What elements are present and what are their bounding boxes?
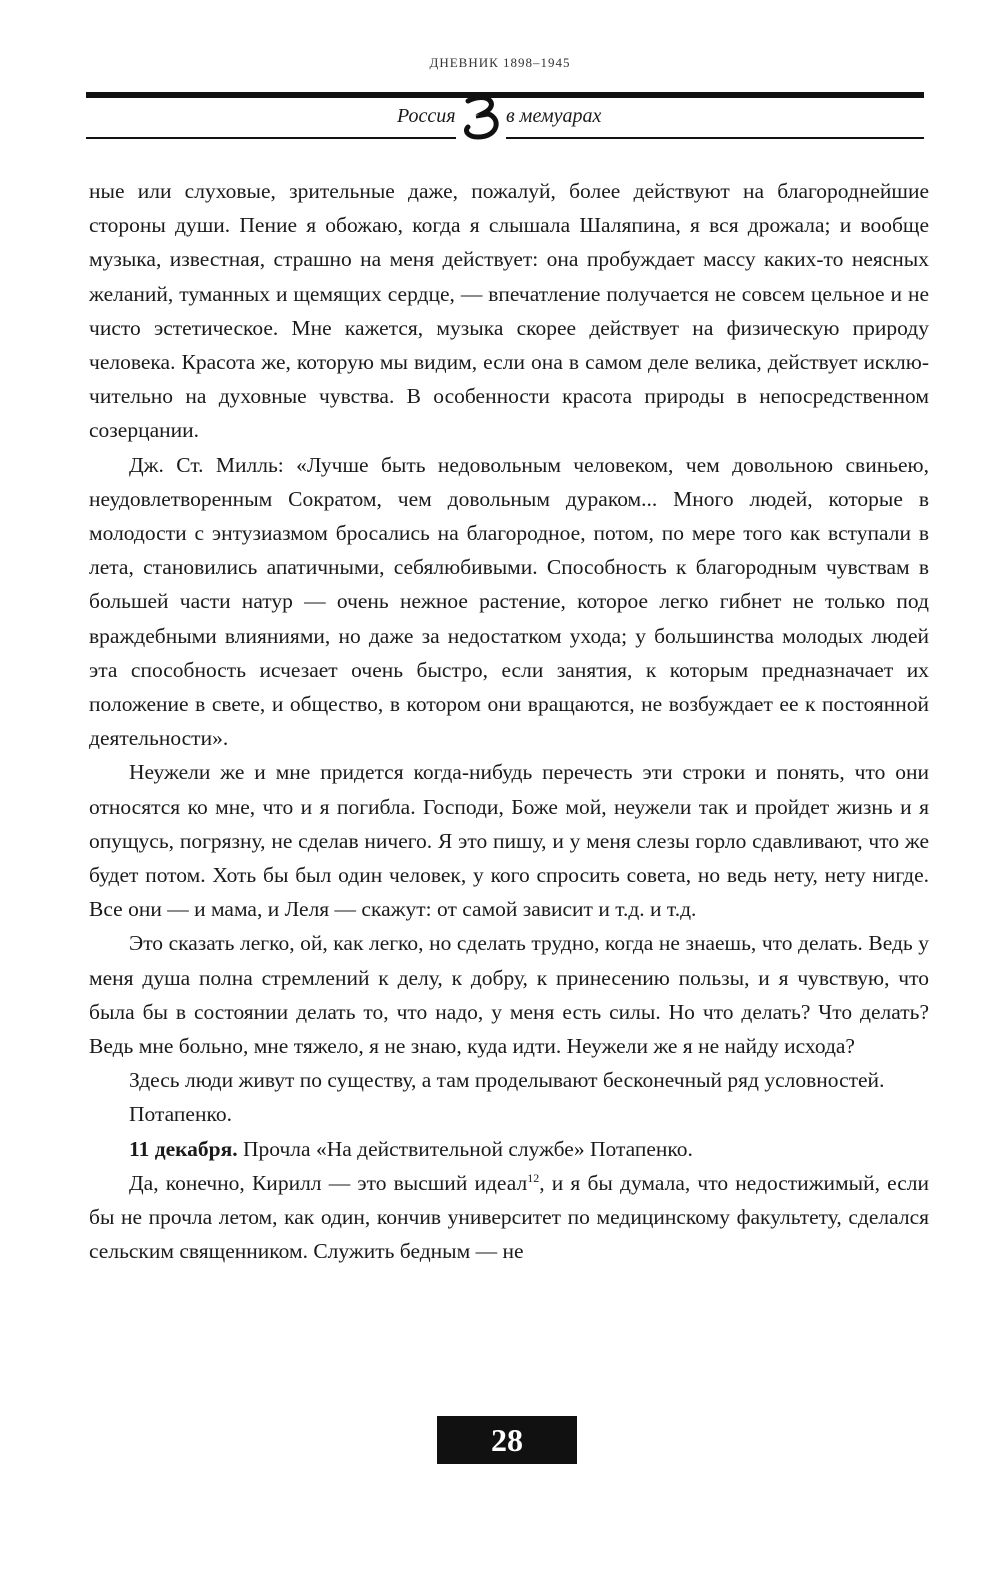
paragraph: ные или слуховые, зрительные даже, пожалуй, более действуют на благороднейшие стороны души. Пение я обожаю, когда я слышала Шаляпина, я вся дрожала; и вообще музыка, известная, страшно на меня действует: она пробуждает массу каких-то неясных желаний, туманных и щемящих сердце, — впечатление получается не совсем цельное и не чисто эстетическое. Мне кажется, музыка скорее действует на физическую природу человека. Красота же, которую мы видим, если она в самом деле велика, действует исключительно на духовные чувства. В особенности красота природы в непосредственном созерцании. (89, 179, 929, 443)
dated-entry (89, 1132, 929, 1166)
paragraph: Потапенко. (129, 1102, 232, 1127)
footnote-ref[interactable]: 12 (527, 1170, 540, 1185)
series-title-left: Россия (397, 105, 456, 127)
diary-text (89, 174, 929, 1269)
series-banner (86, 103, 924, 133)
paragraph (89, 1166, 929, 1269)
entry-date: 11 декабря. (129, 1136, 238, 1161)
entry-text: Прочла «На действительной службе» Потапенко. (237, 1136, 693, 1161)
paragraph: Дж. Ст. Милль: «Лучше быть недовольным человеком, чем довольною свиньею, неудовлетворенным Сократом, чем довольным дураком... Много людей, которые в молодости с энтузиазмом бросались на благородное, потом, по мере того как вступали в лета, становились апатичными, себялюбивыми. Способность к благородным чувствам в большей части натур — очень нежное растение, которое легко гибнет не только под враждебными влияниями, но даже за недостатком ухода; у большинства молодых людей эта способность исчезает очень быстро, если занятия, к которым предназначает их положение в свете, и общество, в котором они вращаются, не возбуждает ее к постоянной деятельности». (89, 452, 929, 751)
series-underline-left (86, 137, 456, 139)
paragraph: Это сказать легко, ой, как легко, но сделать трудно, когда не знаешь, что делать. Ведь у меня душа полна стремлений к делу, к добру, к принесению пользы, и я чувствую, что была бы в состоянии делать то, что надо, у меня есть силы. Но что делать? Что делать? Ведь мне больно, мне тяжело, я не знаю, куда идти. Неужели же я не найду исхода? (89, 931, 929, 1059)
series-underline-right (506, 137, 924, 139)
paragraph: Здесь люди живут по существу, а там проделывают бесконечный ряд условностей. (129, 1068, 885, 1093)
paragraph-text: , и я бы думала, что недостижимый, если бы не прочла летом, как один, кончив университет по медицинскому факультету, сделался сельским священником. Служить бедным — не (89, 1170, 930, 1264)
paragraph-text: Да, конечно, Кирилл — это высший идеал (129, 1170, 528, 1195)
running-title: ДНЕВНИК 1898–1945 (429, 55, 571, 70)
series-monogram-icon (454, 91, 510, 147)
page-number: 28 (437, 1416, 577, 1464)
paragraph: Неужели же и мне придется когда-нибудь перечесть эти строки и понять, что они относятся ко мне, что и я погибла. Господи, Боже мой, неужели так и пройдет жизнь и я опущусь, погрязну, не сделав ничего. Я это пишу, и у меня слезы горло сдавливают, что же будет потом. Хоть бы был один человек, у кого спросить совета, но ведь нету, нету нигде. Все они — и мама, и Леля — скажут: от самой зависит и т.д. и т.д. (89, 760, 929, 922)
series-title-right: в мемуарах (506, 105, 602, 127)
